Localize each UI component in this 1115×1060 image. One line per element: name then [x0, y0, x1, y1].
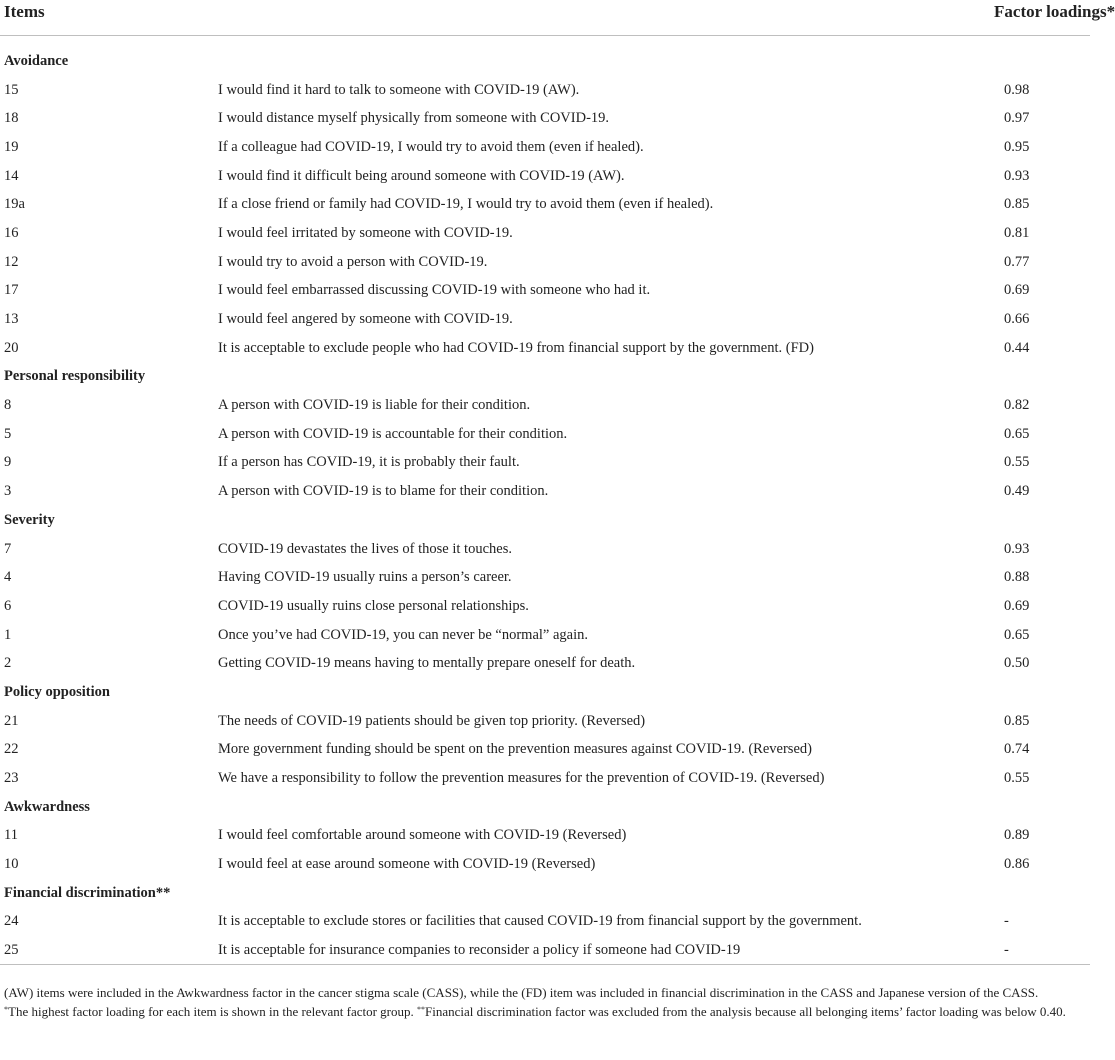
factor-loading: 0.44 [1004, 339, 1030, 356]
factor-group-name: Severity [4, 511, 55, 528]
factor-loading: 0.49 [1004, 483, 1030, 500]
item-text: COVID-19 devastates the lives of those it touches. [218, 540, 512, 557]
item-number: 23 [4, 770, 19, 787]
item-number: 19 [4, 138, 19, 155]
item-text: If a close friend or family had COVID-19, I would try to avoid them (even if healed). [218, 196, 714, 213]
table-row [0, 334, 1090, 363]
factor-loading: 0.74 [1004, 741, 1030, 758]
item-text: I would find it hard to talk to someone with COVID-19 (AW). [218, 81, 580, 98]
factor-loading: 0.89 [1004, 827, 1030, 844]
item-number: 18 [4, 110, 19, 127]
item-text: The needs of COVID-19 patients should be given top priority. (Reversed) [218, 712, 646, 729]
item-text: COVID-19 usually ruins close personal relationships. [218, 597, 529, 614]
items-header: Items [0, 0, 990, 36]
item-number: 14 [4, 167, 19, 184]
factor-loading: 0.85 [1004, 196, 1030, 213]
factor-loading: 0.65 [1004, 425, 1030, 442]
item-number: 6 [4, 597, 12, 614]
item-text: I would feel irritated by someone with COVID-19. [218, 224, 513, 241]
item-number: 17 [4, 282, 19, 299]
item-number: 8 [4, 397, 12, 414]
factor-group-name: Policy opposition [4, 683, 110, 700]
item-text: A person with COVID-19 is accountable for their condition. [218, 425, 568, 442]
table-row [0, 649, 1090, 678]
table-row [0, 764, 1090, 793]
item-number: 9 [4, 454, 12, 471]
table-row [0, 563, 1090, 592]
factor-group-name: Personal responsibility [4, 368, 146, 385]
item-text: I would find it difficult being around someone with COVID-19 (AW). [218, 167, 625, 184]
table-row [0, 822, 1090, 851]
table-row [0, 248, 1090, 277]
table-row [0, 592, 1090, 621]
factor-group-name: Financial discrimination** [4, 884, 171, 901]
factor-loading: 0.69 [1004, 282, 1030, 299]
table-row [0, 277, 1090, 306]
item-number: 20 [4, 339, 19, 356]
factor-loading: 0.86 [1004, 856, 1030, 873]
factor-loading: 0.77 [1004, 253, 1030, 270]
factor-loading: 0.55 [1004, 454, 1030, 471]
table-body [0, 47, 1090, 965]
item-text: I would distance myself physically from someone with COVID-19. [218, 110, 610, 127]
table-row [0, 420, 1090, 449]
item-number: 10 [4, 856, 19, 873]
item-number: 24 [4, 913, 19, 930]
item-text: Once you’ve had COVID-19, you can never be “normal” again. [218, 626, 589, 643]
item-number: 12 [4, 253, 19, 270]
table-row [0, 477, 1090, 506]
item-number: 11 [4, 827, 18, 844]
item-number: 13 [4, 311, 19, 328]
item-number: 1 [4, 626, 12, 643]
factor-loading: 0.50 [1004, 655, 1030, 672]
factor-loading: 0.66 [1004, 311, 1030, 328]
item-text: More government funding should be spent on the prevention measures against COVID-19. (Reversed) [218, 741, 812, 758]
table-row [0, 76, 1090, 105]
table-row [0, 162, 1090, 191]
footnote-aw-fd: (AW) items were included in the Awkwardness factor in the cancer stigma scale (CASS), while the (FD) item was included in financial discrimination in the CASS and Japanese version of the CASS. [4, 985, 1039, 1000]
factor-loading: 0.97 [1004, 110, 1030, 127]
factor-loading: - [990, 936, 1090, 965]
item-number: 5 [4, 425, 12, 442]
item-text: If a person has COVID-19, it is probably their fault. [218, 454, 520, 471]
factor-loading: 0.88 [1004, 569, 1030, 586]
item-number: 3 [4, 483, 12, 500]
item-number: 16 [4, 224, 19, 241]
footnote-highest-loading: The highest factor loading for each item is shown in the relevant factor group. [8, 1003, 418, 1019]
factor-group-row [0, 793, 1090, 822]
footnote-mark-double: ** [417, 1004, 426, 1014]
table-row [0, 104, 1090, 133]
factor-group-name: Awkwardness [4, 798, 90, 815]
table-row [0, 133, 1090, 162]
item-text: A person with COVID-19 is liable for their condition. [218, 397, 531, 414]
factor-group-row [0, 678, 1090, 707]
table-row [0, 707, 1090, 736]
factor-loading: - [1004, 913, 1009, 930]
item-text: Having COVID-19 usually ruins a person’s career. [218, 569, 512, 586]
item-text: If a colleague had COVID-19, I would try to avoid them (even if healed). [218, 138, 644, 155]
factor-group-row [0, 506, 1090, 535]
factor-loading: 0.81 [1004, 224, 1030, 241]
item-text: It is acceptable to exclude stores or facilities that caused COVID-19 from financial support by the government. [218, 913, 862, 930]
item-text: I would try to avoid a person with COVID-19. [218, 253, 488, 270]
table-row [0, 305, 1090, 334]
footnote-financial-excluded: Financial discrimination factor was excluded from the analysis because all belonging items’ factor loading was below 0.40. [425, 1003, 1066, 1019]
factor-loading: 0.65 [1004, 626, 1030, 643]
item-number: 7 [4, 540, 12, 557]
item-text: I would feel at ease around someone with COVID-19 (Reversed) [218, 856, 596, 873]
item-number: 4 [4, 569, 12, 586]
table-row [0, 908, 1090, 937]
item-text: We have a responsibility to follow the prevention measures for the prevention of COVID-19. (Reversed) [218, 770, 825, 787]
table-row [0, 219, 1090, 248]
table-row [0, 391, 1090, 420]
table-row [0, 535, 1090, 564]
factor-group-row [0, 879, 1090, 908]
item-text: I would feel comfortable around someone with COVID-19 (Reversed) [218, 827, 627, 844]
item-text: Getting COVID-19 means having to mentally prepare oneself for death. [218, 655, 636, 672]
factor-group-name: Avoidance [4, 52, 69, 69]
item-number: 2 [4, 655, 12, 672]
item-text: I would feel embarrassed discussing COVID-19 with someone who had it. [218, 282, 651, 299]
item-number: 15 [4, 81, 19, 98]
table-footnotes [4, 984, 1086, 1021]
factor-loadings-header: Factor loadings* [990, 0, 1090, 36]
table-row [0, 936, 1090, 965]
factor-group-row [0, 363, 1090, 392]
table-row [0, 621, 1090, 650]
item-text: It is acceptable to exclude people who had COVID-19 from financial support by the government. (FD) [218, 339, 814, 356]
factor-loading: 0.85 [1004, 712, 1030, 729]
footnote-loadings [4, 1003, 1086, 1022]
table-row [0, 190, 1090, 219]
item-number: 19a [4, 196, 25, 213]
factor-loading: 0.93 [1004, 167, 1030, 184]
factor-loading: 0.98 [1004, 81, 1030, 98]
factor-loading: 0.95 [1004, 138, 1030, 155]
factor-group-row [0, 47, 1090, 76]
table-header-row [0, 0, 1090, 36]
item-text: It is acceptable for insurance companies to reconsider a policy if someone had COVID-19 [214, 936, 990, 965]
table-row [0, 850, 1090, 879]
item-text: I would feel angered by someone with COVID-19. [218, 311, 513, 328]
item-text: A person with COVID-19 is to blame for their condition. [218, 483, 549, 500]
factor-loading: 0.55 [1004, 770, 1030, 787]
factor-loading: 0.69 [1004, 597, 1030, 614]
item-number: 25 [0, 936, 214, 965]
item-number: 22 [4, 741, 19, 758]
table-row [0, 449, 1090, 478]
factor-loading: 0.82 [1004, 397, 1030, 414]
table-row [0, 736, 1090, 765]
item-number: 21 [4, 712, 19, 729]
factor-loading: 0.93 [1004, 540, 1030, 557]
footnote-mark-single: * [4, 1004, 8, 1014]
